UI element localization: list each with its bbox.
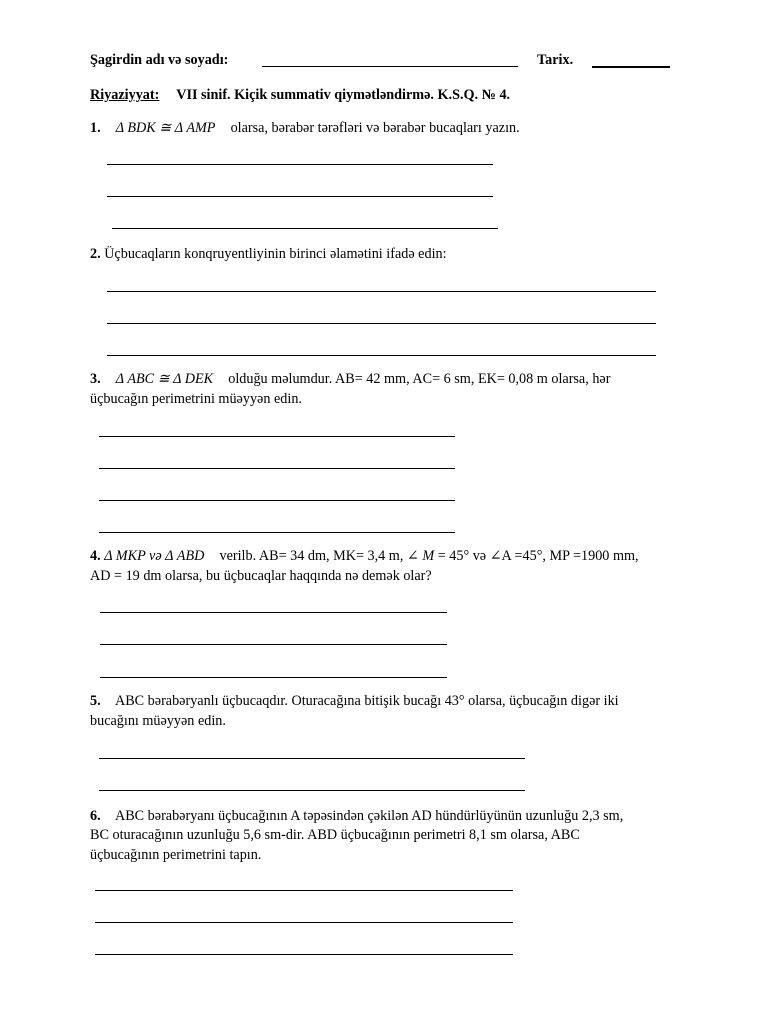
answer-line-q5-1[interactable]: [99, 758, 525, 759]
answer-line-q5-2[interactable]: [99, 790, 525, 791]
answer-line-q1-3[interactable]: [112, 228, 498, 229]
answer-line-q4-2[interactable]: [100, 644, 447, 645]
question-5-line-2: bucağını müəyyən edin.: [90, 713, 226, 729]
question-3-line-1: [90, 371, 610, 388]
question-6-line-1: [90, 808, 623, 825]
question-5-line-1: [90, 693, 619, 710]
question-4-text-a: verilb. AB= 34 dm, MK= 3,4 m,: [219, 548, 404, 564]
question-3-text-1: olduğu məlumdur. AB= 42 mm, AC= 6 sm, EK= 0,08 m olarsa, hər: [228, 371, 611, 387]
question-4-formula: Δ MKP və Δ ABD: [104, 548, 205, 564]
question-4-line-1: [90, 548, 639, 565]
answer-line-q1-2[interactable]: [107, 196, 493, 197]
answer-line-q3-2[interactable]: [99, 468, 455, 469]
question-6-number: 6.: [90, 808, 101, 824]
question-1-number: 1.: [90, 120, 101, 136]
question-1-formula: Δ BDK ≅ Δ AMP: [115, 120, 216, 136]
question-6-line-3: üçbucağının perimetrini tapın.: [90, 847, 262, 863]
question-5-text-1: ABC bərabəryanlı üçbucaqdır. Oturacağına bitişik bucağı 43° olarsa, üçbucağın digər iki: [114, 693, 619, 709]
question-4-text-c: =45°, MP =1900 mm,: [514, 548, 639, 564]
question-1-text: olarsa, bərabər tərəfləri və bərabər bucaqları yazın.: [230, 120, 520, 136]
name-answer-line[interactable]: [262, 66, 518, 67]
question-3-line-2: üçbucağın perimetrini müəyyən edin.: [90, 391, 302, 407]
question-3-formula: Δ ABC ≅ Δ DEK: [115, 371, 214, 387]
question-4-text-b: = 45° və: [437, 548, 487, 564]
answer-line-q4-1[interactable]: [100, 612, 447, 613]
answer-line-q3-1[interactable]: [99, 436, 455, 437]
question-5-number: 5.: [90, 693, 101, 709]
angle-m-symbol: ∠ M: [406, 548, 435, 564]
answer-line-q2-3[interactable]: [107, 355, 656, 356]
answer-line-q3-4[interactable]: [99, 532, 455, 533]
answer-line-q2-1[interactable]: [107, 291, 656, 292]
answer-line-q3-3[interactable]: [99, 500, 455, 501]
answer-line-q4-3[interactable]: [100, 677, 447, 678]
page-title: [90, 87, 510, 104]
question-3-number: 3.: [90, 371, 101, 387]
date-answer-line[interactable]: [592, 66, 670, 68]
question-6-line-2: BC oturacağının uzunluğu 5,6 sm-dir. ABD üçbucağının perimetri 8,1 sm olarsa, ABC: [90, 827, 580, 843]
question-1: [90, 120, 520, 137]
answer-line-q6-3[interactable]: [95, 954, 513, 955]
question-4-line-2: AD = 19 dm olarsa, bu üçbucaqlar haqqında nə demək olar?: [90, 568, 432, 584]
question-2-number: 2.: [90, 246, 101, 262]
name-label: Şagirdin adı və soyadı:: [90, 52, 229, 68]
angle-a-symbol: ∠A: [489, 548, 511, 564]
answer-line-q2-2[interactable]: [107, 323, 656, 324]
question-2: [90, 246, 447, 263]
answer-line-q1-1[interactable]: [107, 164, 493, 165]
answer-line-q6-2[interactable]: [95, 922, 513, 923]
date-label: Tarix.: [537, 52, 574, 68]
question-6-text-1: ABC bərabəryanı üçbucağının A təpəsindən çəkilən AD hündürlüyünün uzunluğu 2,3 sm,: [114, 808, 624, 824]
title-rest: VII sinif. Kiçik summativ qiymətləndirmə. K.S.Q. № 4.: [176, 87, 511, 103]
question-4-number: 4.: [90, 548, 101, 564]
subject-label: Riyaziyyat:: [90, 87, 160, 103]
answer-line-q6-1[interactable]: [95, 890, 513, 891]
question-2-text: Üçbucaqların konqruyentliyinin birinci əlamətini ifadə edin:: [104, 246, 447, 262]
